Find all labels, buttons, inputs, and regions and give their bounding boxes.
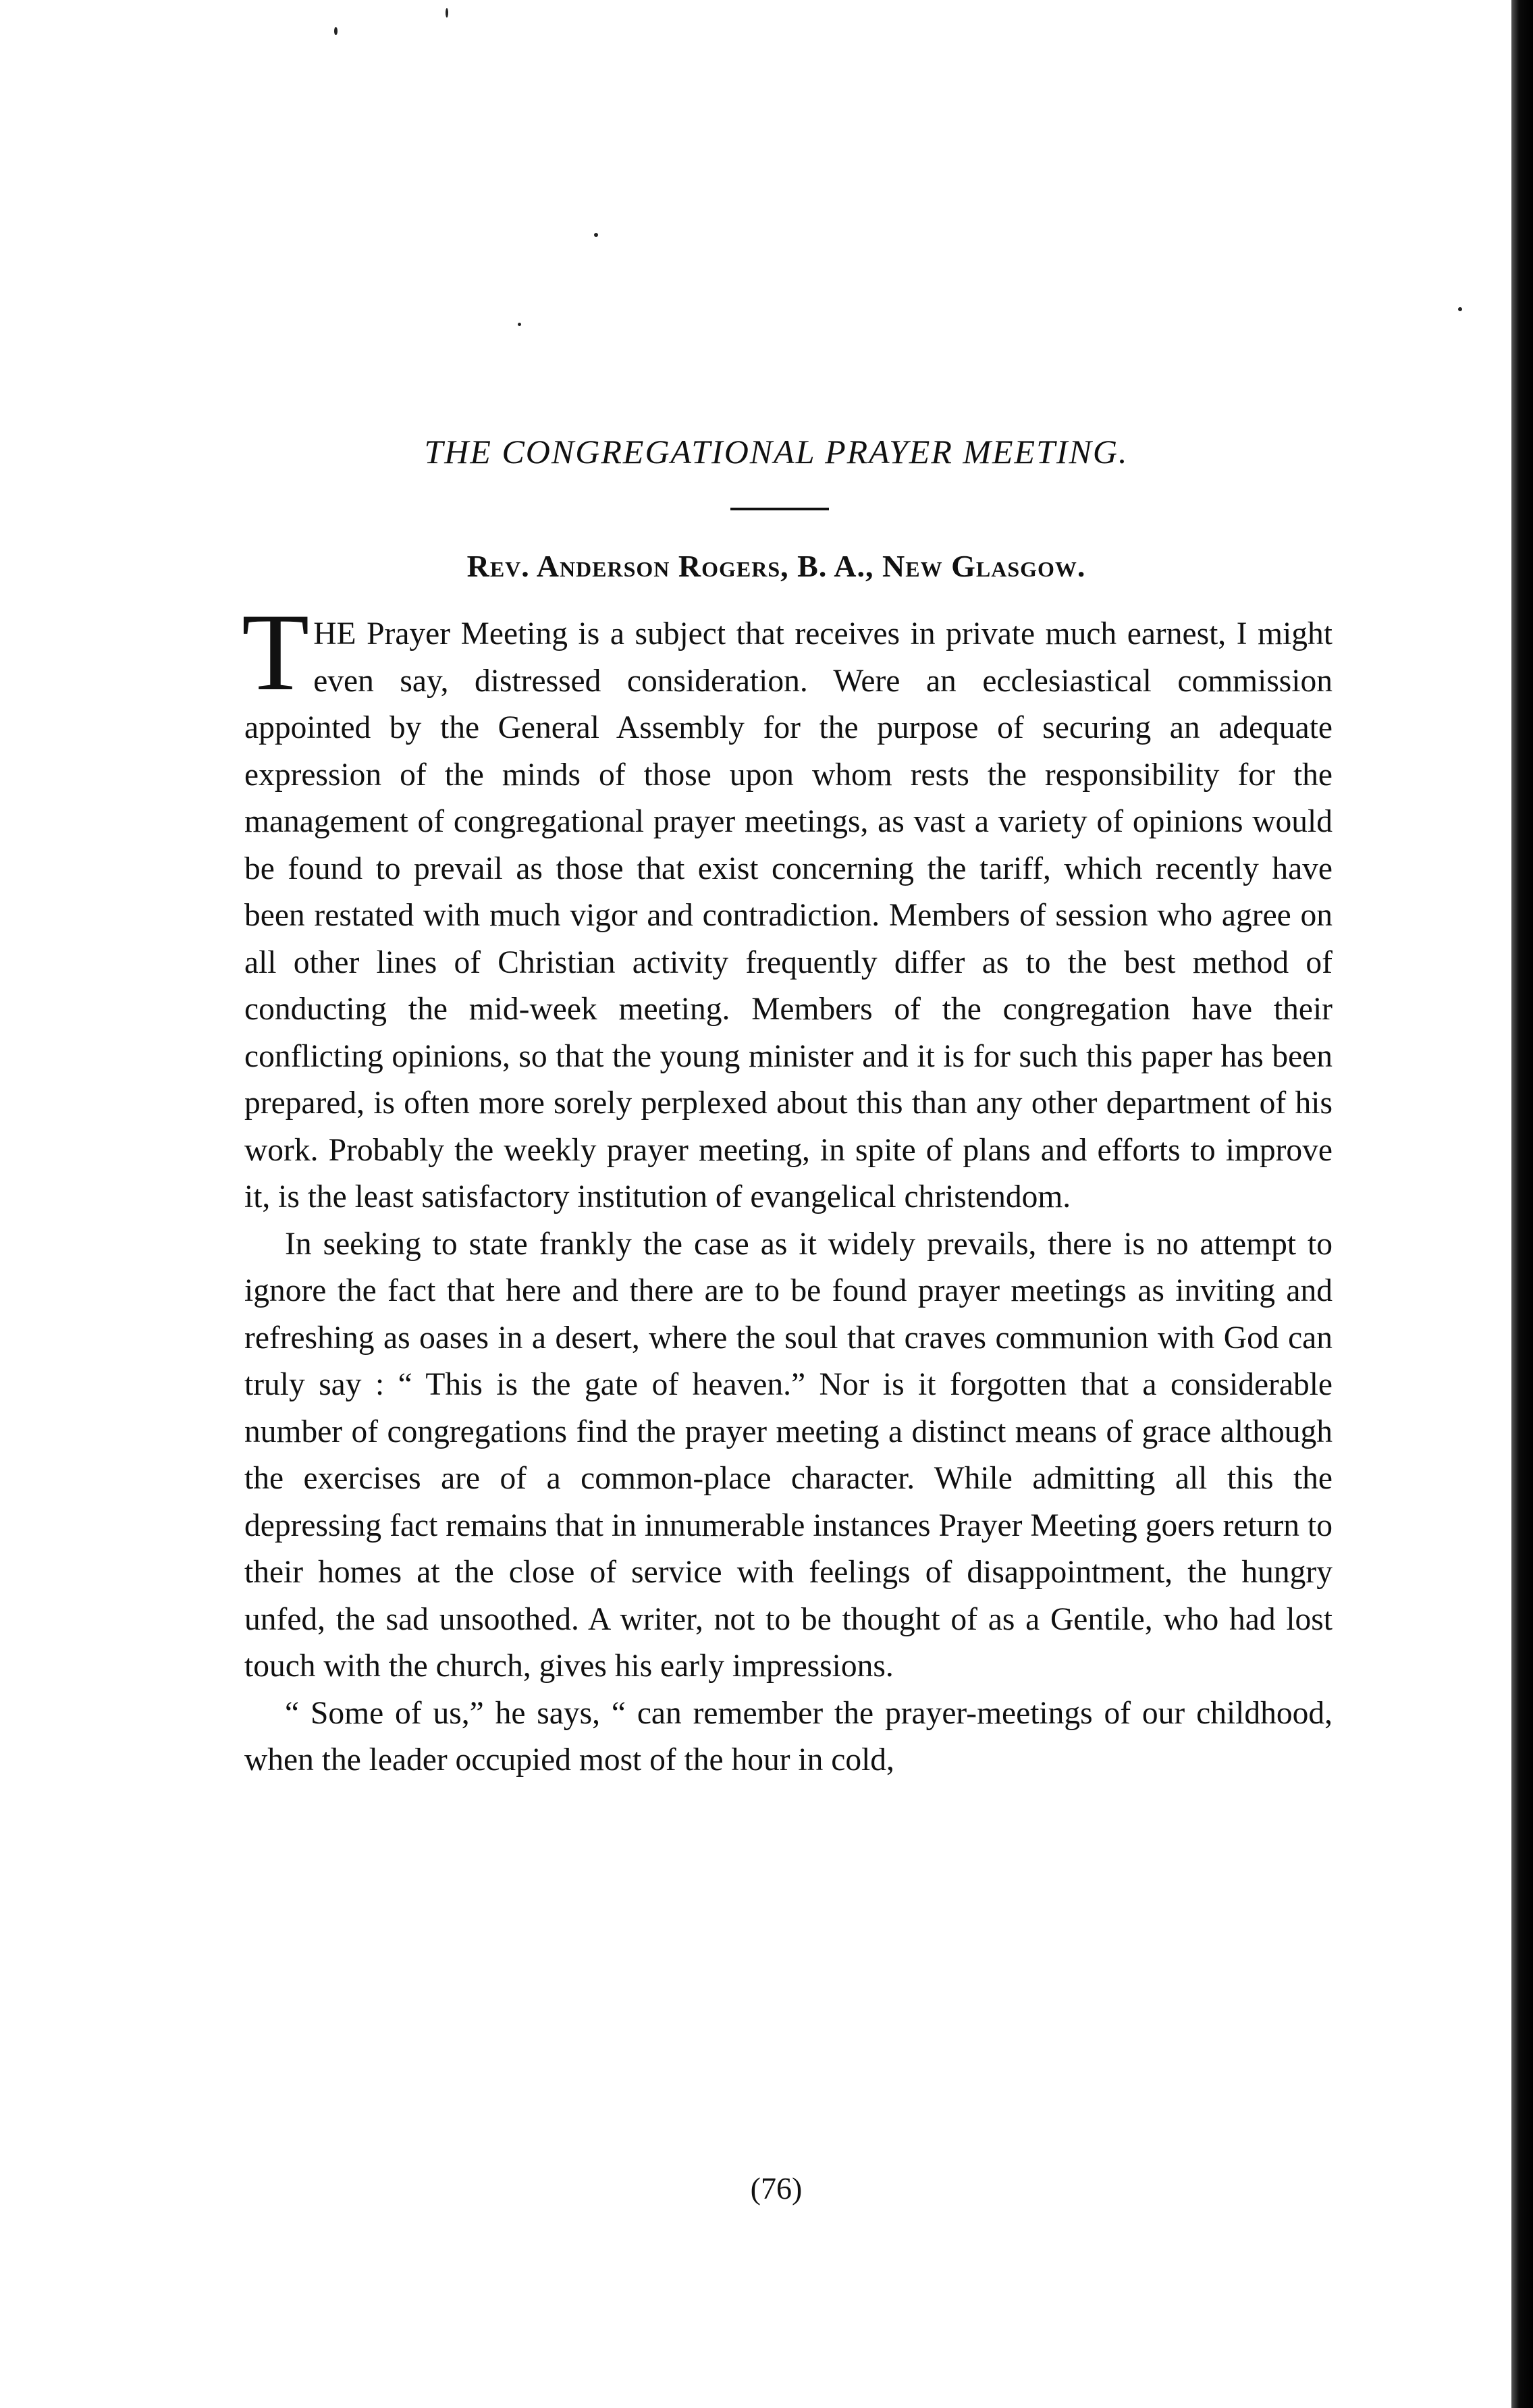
article-body [242, 591, 1333, 1784]
title-rule [730, 508, 829, 510]
ink-speck [594, 233, 598, 237]
paragraph-3: “ Some of us,” he says, “ can remember the prayer-meetings of our childhood, when the leader occupied most of the hour in cold, [244, 1695, 1333, 1777]
page-number: (76) [750, 2171, 803, 2205]
paragraph-1-text: HE Prayer Meeting is a subject that receives in private much earnest, I might even say, distressed consideration. Were an ecclesiastical commission appointed by the General Assembly for the purpose of securing an adequate expression of the minds of those upon whom rests the responsibility for the management of congregational prayer meetings, as vast a variety of opinions would be found to prevail as those that exist concerning the tariff, which recently have been restated with much vigor and contradiction. Members of session who agree on all other lines of Christian activity frequently differ as to the best method of conducting the mid-week meeting. Members of the congregation have their conflicting opinions, so that the young minister and it is for such this paper has been prepared, is often more sorely perplexed about this than any other department of his work. Probably the weekly prayer meeting, in spite of plans and efforts to improve it, is the least satisfactory institution of evangelical christendom. [244, 616, 1333, 1214]
page-edge-shadow [1511, 0, 1533, 2408]
paragraph-1 [242, 591, 1333, 1221]
ink-speck [446, 8, 448, 18]
ink-speck [518, 323, 521, 326]
paragraph-2: In seeking to state frankly the case as it widely prevails, there is no attempt to ignore the fact that here and there are to be found prayer meetings as inviting and refreshing as oases in a desert, where the soul that craves communion with God can truly say : “ This is the gate of heaven.” Nor is it forgotten that a considerable number of congregations find the prayer meeting a distinct means of grace although the exercises are of a common-place character. While admitting all this the depressing fact remains that in innumerable instances Prayer Meeting goers return to their homes at the close of service with feelings of disappointment, the hungry unfed, the sad unsoothed. A writer, not to be thought of as a Gentile, who had lost touch with the church, gives his early impressions. [244, 1226, 1333, 1684]
article-title: THE CONGREGATIONAL PRAYER MEETING. [424, 433, 1129, 471]
ink-speck [334, 27, 338, 35]
author-byline: Rev. Anderson Rogers, B. A., New Glasgow. [466, 549, 1086, 583]
ink-speck [1458, 307, 1462, 311]
drop-cap: T [242, 591, 310, 714]
